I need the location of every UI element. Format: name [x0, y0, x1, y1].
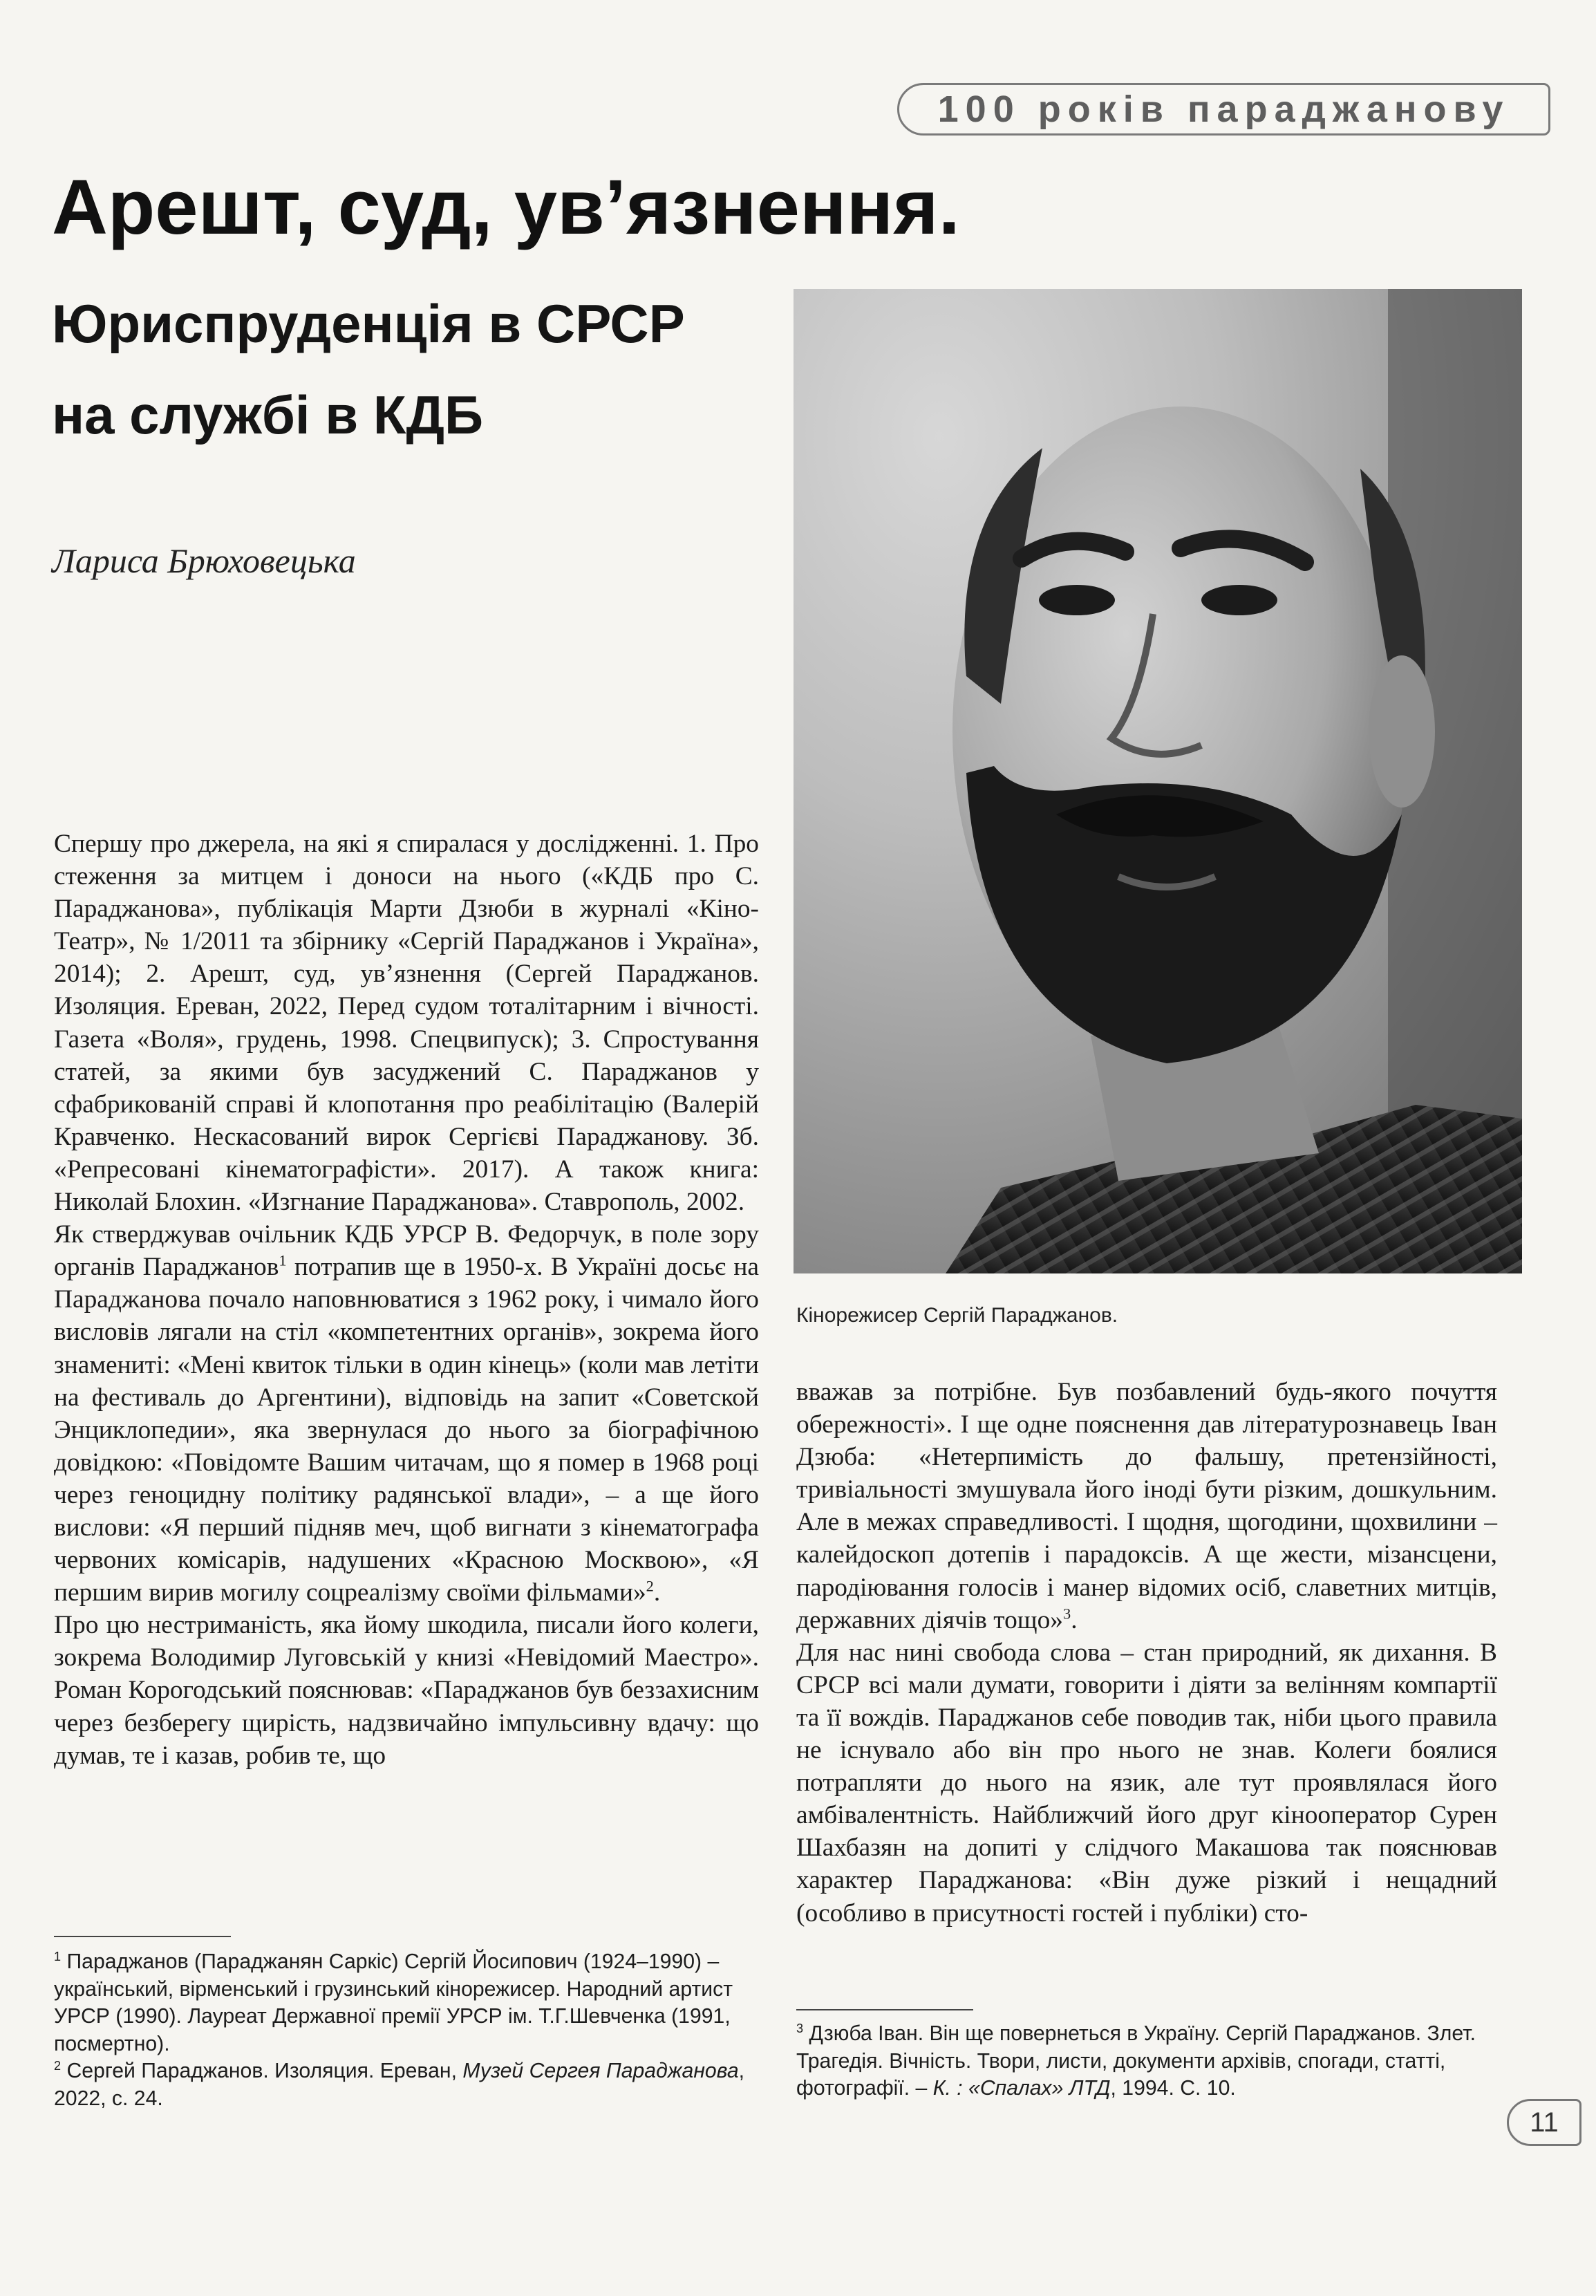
- left-column: [54, 828, 759, 1772]
- footnote-ref-1: 1: [279, 1251, 287, 1269]
- footnote-ref-2: 2: [646, 1577, 654, 1595]
- article-title: Арешт, суд, ув’язнення.: [52, 164, 960, 250]
- footnote-2: $^2$ Сергей Параджанов. Изоляция. Ереван, Музей Сергея Параджанова, 2022, с. 24.: [54, 2058, 744, 2110]
- portrait-photo: [794, 289, 1522, 1273]
- article-subtitle: [52, 278, 812, 460]
- footnote-divider: [54, 1936, 231, 1937]
- page-number: 11: [1507, 2099, 1581, 2146]
- paragraph-dzyuba: вважав за потрібне. Був позбавлений будь-якого почуття обережності». І ще одне пояснення дав літературознавець Іван Дзюба: «Нетерпимість до фальшу, претензійності, тривіальності змушувала його іноді бути різким, дошкульним. Але в межах справедливості. І щодня, щогодини, щохвилини – калейдоскоп дотепів і парадоксів. А ще жести, мізансцени, пародіювання голосів і манер відомих осіб, славетних митців, державних діячів тощо»$^3$.: [796, 1378, 1497, 1634]
- author-byline: Лариса Брюховецька: [52, 541, 356, 580]
- paragraph-colleagues: Про цю нестриманість, яка йому шкодила, писали його колеги, зокрема Володимир Луговській у книзі «Невідомий Маестро». Роман Корогодський пояснював: «Параджанов був беззахисним через безберегу щирість, надзвичайно імпульсивну вдачу: що думав, те і казав, робив те, що: [54, 1611, 759, 1770]
- paragraph-sources: Спершу про джерела, на які я спиралася у дослідженні. 1. Про стеження за митцем і доноси на нього («КДБ про С. Параджанова», публікація Марти Дзюби в журналі «Кіно-Театр», № 1/2011 та збірнику «Сергій Параджанов і Україна», 2014); 2. Арешт, суд, ув’язнення (Сергей Параджанов. Изоляция. Ереван, 2022, Перед судом тоталітарним і вічності. Газета «Воля», грудень, 1998. Спецвипуск); 3. Спростування статей, за якими був засуджений С. Параджанов у сфабрикованій справі й клопотання про реабілітацію (Валерій Кравченко. Нескасований вирок Сергієві Параджанову. Зб. «Репресовані кінематографісти». 2017). А також книга: Николай Блохин. «Изгнание Параджанова». Ставрополь, 2002.: [54, 830, 759, 1217]
- subtitle-line-2: на службі в КДБ: [52, 384, 484, 445]
- subtitle-line-1: Юриспруденція в СРСР: [52, 293, 685, 354]
- footnote-3: $^3$ Дзюба Іван. Він ще повернеться в Україну. Сергій Параджанов. Злет. Трагедія. Вічність. Твори, листи, документи архівів, спогади, статті, фотографії. – К. : «Спалах» ЛТД, 1994. С. 10.: [796, 2021, 1476, 2100]
- footnote-divider-right: [796, 2009, 973, 2010]
- paragraph-freedom: Для нас нині свобода слова – стан природний, як дихання. В СРСР всі мали думати, говорити і діяти за велінням компартії та її вождів. Параджанов себе поводив так, ніби цього правила не існувало або він про нього не знав. Колеги боялися потрапляти до нього на язик, але тут проявлялася його амбівалентність. Найближчий його друг кінооператор Сурен Шахбазян на допиті у слідчого Макашова так пояснював характер Параджанова: «Він дуже різкий і нещадний (особливо в присутності гостей і публіки) сто-: [796, 1638, 1497, 1928]
- footnotes-left: [54, 1948, 752, 2112]
- footnote-1: $^1$ Параджанов (Параджанян Саркіс) Сергій Йосипович (1924–1990) – український, вірменський і грузинський кінорежисер. Народний артист УРСР (1990). Лауреат Державної премії УРСР ім. Т.Г.Шевченка (1991, посмертно).: [54, 1949, 733, 2055]
- paragraph-fedorchuk: Як стверджував очільник КДБ УРСР В. Федорчук, в поле зору органів Параджанов$^1$ потрапив ще в 1950-х. В Україні досьє на Параджанова почало наповнюватися з 1962 року, і чимало його висловів лягали на стіл «компетентних органів», зокрема його знамениті: «Мені квиток тільки в один кінець» (коли мав летіти на фестиваль до Аргентини), відповідь на запит «Советской Энциклопедии», яка звернулася до нього за біографічною довідкою: «Повідомте Вашим читачам, що я помер в 1968 році через геноцидну політику радянської влади», – а ще його вислови: «Я перший підняв меч, щоб вигнати з кінематографа червоних комісарів, надушених «Красною Москвою», «Я першим вирив могилу соцреалізму своїми фільмами»$^2$.: [54, 1220, 759, 1607]
- right-column: [796, 1376, 1497, 1930]
- footnotes-right: [796, 2020, 1494, 2102]
- footnote-ref-3: 3: [1063, 1605, 1071, 1623]
- running-header: 100 років параджанову: [897, 83, 1550, 136]
- photo-caption: Кінорежисер Сергій Параджанов.: [796, 1304, 1118, 1327]
